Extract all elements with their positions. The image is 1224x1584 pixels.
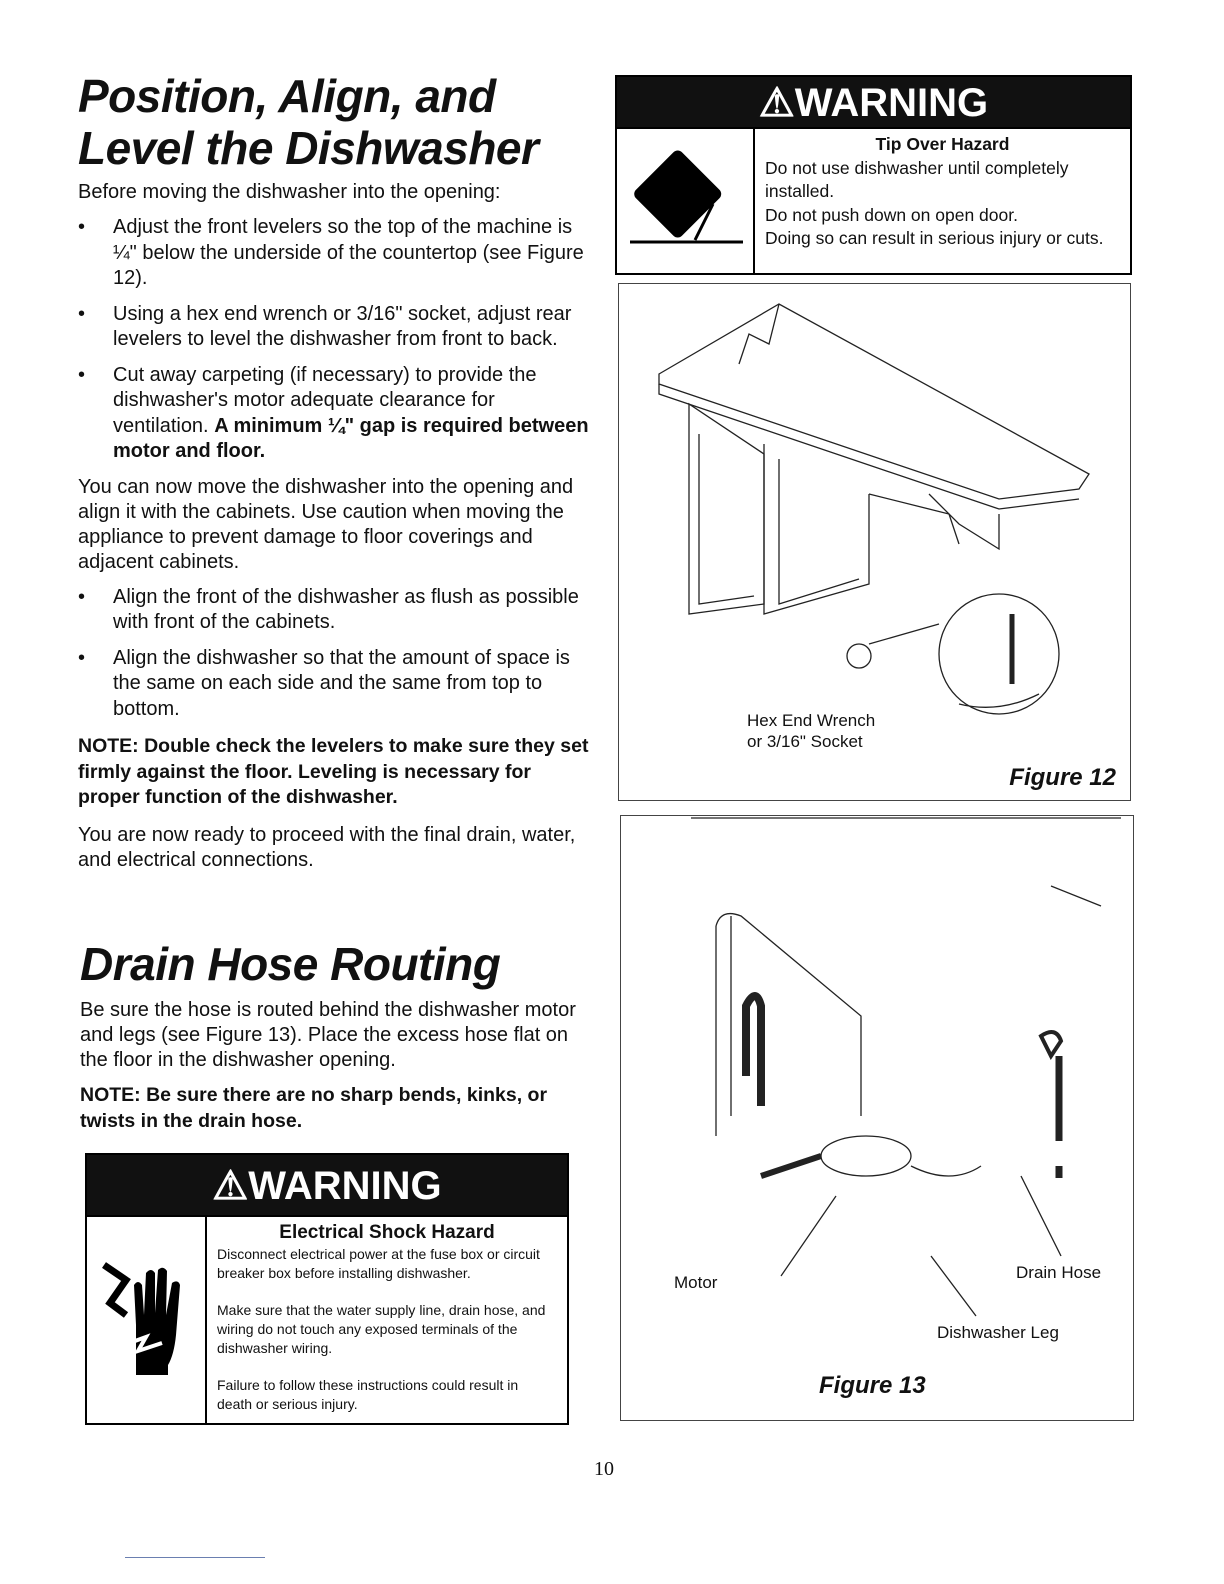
list-item: • Using a hex end wrench or 3/16" socket, adjust rear levelers to level the dishwasher from front to back.: [78, 302, 593, 353]
figure-label: Figure 12: [1009, 764, 1116, 791]
warning-text: Doing so can result in serious injury or cuts.: [765, 228, 1104, 248]
tip-over-icon: [617, 129, 755, 273]
warning-text: Make sure that the water supply line, drain hose, and wiring do not touch any exposed terminals of the dishwasher wiring.: [217, 1302, 546, 1356]
figure-label: Figure 13: [819, 1372, 926, 1399]
warning-electrical-shock: [85, 1153, 569, 1425]
paragraph: You are now ready to proceed with the final drain, water, and electrical connections.: [78, 823, 576, 871]
warning-tip-over: [615, 75, 1132, 275]
leveling-note: NOTE: Double check the levelers to make sure they set firmly against the floor. Leveling is necessary for proper function of the dishwasher.: [78, 735, 589, 808]
figure-12: [618, 283, 1131, 801]
dishwasher-leg-callout: Dishwasher Leg: [937, 1323, 1059, 1342]
section-title: Position, Align, and Level the Dishwasher: [78, 70, 539, 174]
list-item: • Align the dishwasher so that the amount of space is the same on each side and the same from top to bottom.: [78, 646, 593, 723]
hazard-title: Tip Over Hazard: [875, 134, 1010, 154]
warning-text: Do not use dishwasher until completely installed.: [765, 157, 1069, 201]
paragraph: You can now move the dishwasher into the opening and align it with the cabinets. Use caution when moving the appliance to prevent damage to floor coverings and adjacent cabinets.: [78, 475, 574, 573]
intro-text: Before moving the dishwasher into the opening:: [78, 181, 501, 203]
list-item: • Adjust the front levelers so the top of the machine is ¼" below the underside of the countertop (see Figure 12).: [78, 215, 593, 292]
page-number: 10: [594, 1458, 614, 1480]
paragraph: Be sure the hose is routed behind the dishwasher motor and legs (see Figure 13). Place the excess hose flat on the floor in the dishwasher opening.: [80, 999, 576, 1071]
list-item: • Align the front of the dishwasher as flush as possible with front of the cabinets.: [78, 585, 593, 636]
drain-hose-callout: Drain Hose: [1016, 1263, 1102, 1282]
warning-text: Failure to follow these instructions could result in death or serious injury.: [217, 1377, 519, 1412]
warning-triangle-icon: ⚠: [758, 81, 795, 125]
hazard-title: Electrical Shock Hazard: [279, 1222, 495, 1243]
figure-13: [620, 815, 1134, 1421]
section-title: Drain Hose Routing: [80, 938, 501, 990]
warning-header: ⚠WARNING: [617, 77, 1130, 127]
warning-text: Do not push down on open door.: [765, 204, 1018, 225]
figure-callout: Hex End Wrench or 3/16" Socket: [747, 711, 876, 751]
warning-header: ⚠WARNING: [87, 1155, 567, 1215]
section-position-align-level: [78, 70, 593, 873]
motor-callout: Motor: [674, 1273, 718, 1292]
list-item: • Cut away carpeting (if necessary) to provide the dishwasher's motor adequate clearance for ventilation. A minimum ¼" gap is required between motor and floor.: [78, 363, 593, 465]
drain-hose-note: NOTE: Be sure there are no sharp bends, kinks, or twists in the drain hose.: [80, 1084, 548, 1132]
section-drain-hose-routing: [80, 938, 585, 1134]
electrical-shock-hand-icon: [87, 1217, 207, 1423]
warning-text: Disconnect electrical power at the fuse box or circuit breaker box before installing dishwasher.: [217, 1246, 540, 1281]
divider: [125, 1557, 265, 1558]
warning-triangle-icon: ⚠: [212, 1164, 249, 1208]
